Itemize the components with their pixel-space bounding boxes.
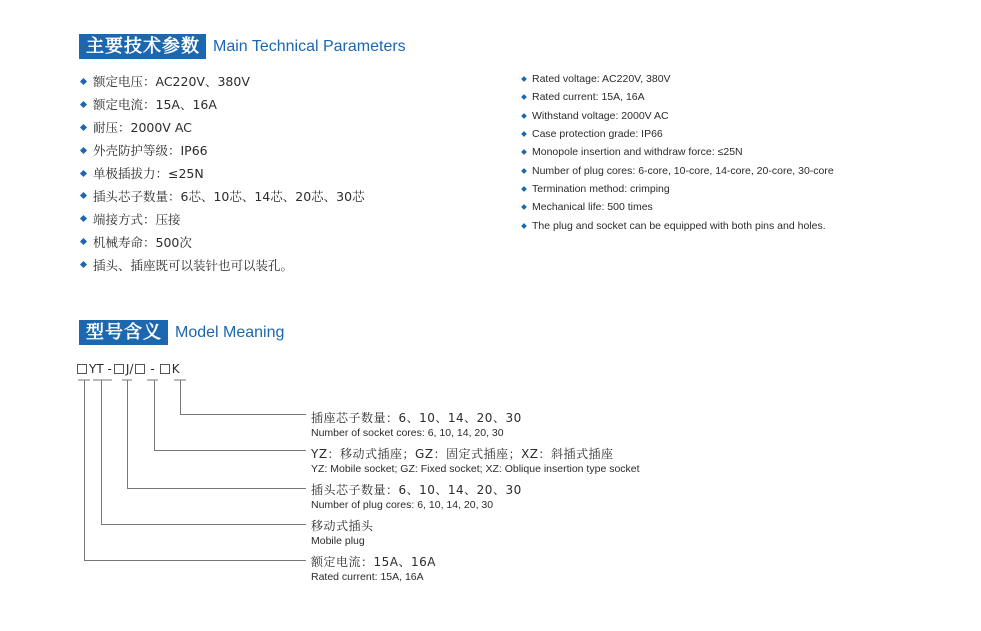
- desc-cn: 移动式插头: [311, 519, 374, 533]
- param-text: Rated voltage: AC220V, 380V: [532, 73, 671, 86]
- param-text: 单极插拔力：≤25N: [93, 166, 204, 181]
- desc-en: YZ: Mobile socket; GZ: Fixed socket; XZ: Oblique insertion type socket: [311, 463, 640, 475]
- connector-line-socket-cores: [181, 380, 307, 415]
- param-text: Number of plug cores: 6-core, 10-core, 14-core, 20-core, 30-core: [532, 164, 834, 177]
- section-title-en: Model Meaning: [175, 324, 285, 341]
- param-text: 端接方式：压接: [93, 211, 181, 227]
- param-text: 额定电流：15A、16A: [93, 97, 217, 113]
- code-part: -: [150, 362, 155, 376]
- desc-cn: 插座芯子数量：6、10、14、20、30: [311, 411, 522, 425]
- connector-line-socket-type: [155, 380, 307, 451]
- desc-en: Number of socket cores: 6, 10, 14, 20, 30: [311, 427, 504, 439]
- param-text: Termination method: crimping: [532, 182, 670, 195]
- connector-line-rated-current: [85, 380, 307, 561]
- section-title-en: Main Technical Parameters: [213, 38, 406, 55]
- param-text: 插头、插座既可以装针也可以装孔。: [93, 257, 294, 273]
- model-desc-mobile-plug: [311, 518, 374, 548]
- model-desc-socket-type: [311, 446, 640, 476]
- param-text: Case protection grade: IP66: [532, 128, 663, 141]
- desc-cn: YZ：移动式插座；GZ：固定式插座；XZ：斜插式插座: [311, 447, 614, 461]
- code-part: YT -: [89, 362, 112, 376]
- connector-line-mobile-plug: [102, 380, 307, 525]
- desc-en: Mobile plug: [311, 535, 365, 547]
- section-title-cn: 主要技术参数: [79, 34, 206, 59]
- param-text: The plug and socket can be equipped with both pins and holes.: [532, 219, 826, 232]
- param-text: 外壳防护等级：IP66: [93, 143, 208, 159]
- param-text: 插头芯子数量：6芯、10芯、14芯、20芯、30芯: [93, 188, 365, 204]
- desc-en: Rated current: 15A, 16A: [311, 571, 424, 583]
- param-text: Rated current: 15A, 16A: [532, 91, 645, 104]
- code-part: J/: [125, 362, 134, 376]
- model-desc-plug-cores: [311, 482, 522, 512]
- model-desc-rated-current: [311, 554, 436, 584]
- desc-cn: 插头芯子数量：6、10、14、20、30: [311, 483, 522, 497]
- section-title-cn: 型号含义: [79, 320, 168, 345]
- code-part: K: [171, 362, 180, 376]
- param-text: 机械寿命：500次: [93, 234, 192, 250]
- desc-en: Number of plug cores: 6, 10, 14, 20, 30: [311, 499, 494, 511]
- desc-cn: 额定电流：15A、16A: [311, 555, 436, 569]
- model-desc-socket-cores: [311, 410, 522, 440]
- param-text: Monopole insertion and withdraw force: ≤25N: [532, 146, 743, 159]
- param-text: Mechanical life: 500 times: [532, 201, 653, 214]
- param-text: 额定电压：AC220V、380V: [93, 74, 250, 90]
- param-text: Withstand voltage: 2000V AC: [532, 109, 669, 122]
- param-text: 耐压：2000V AC: [93, 120, 192, 136]
